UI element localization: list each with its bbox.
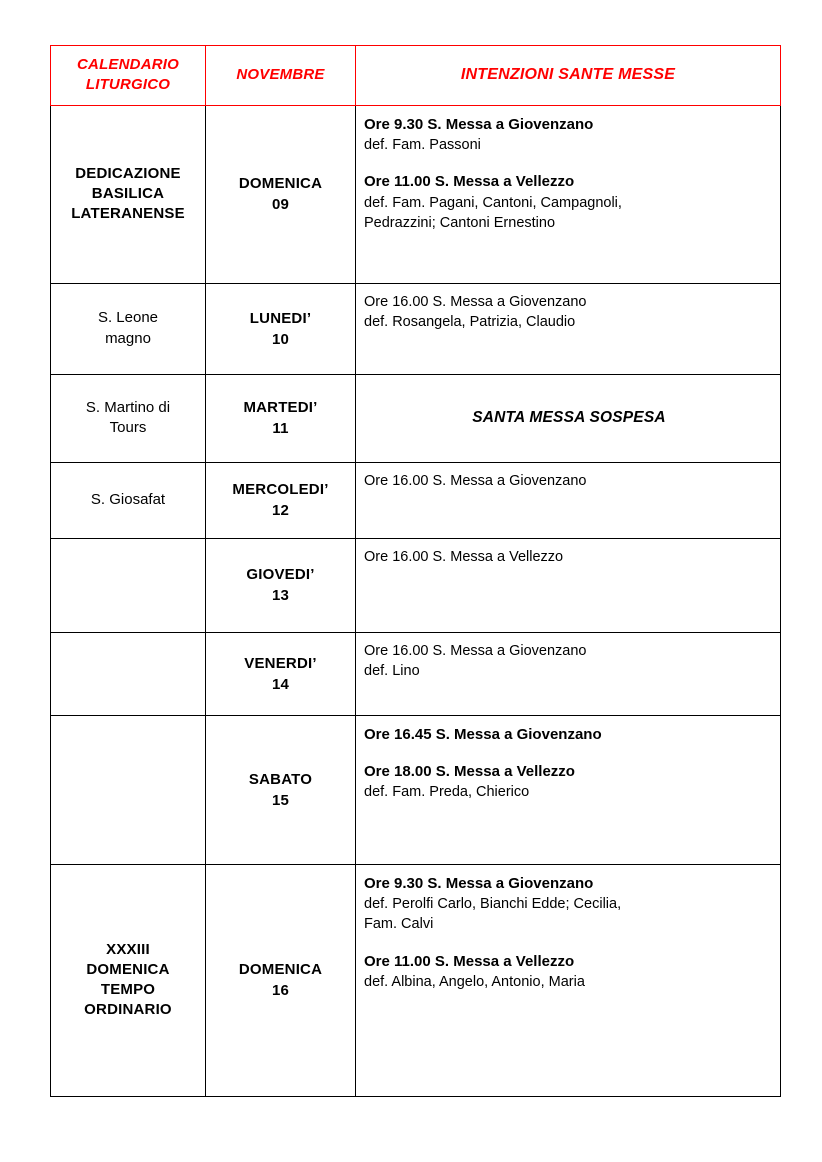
calendar-sheet — [50, 45, 780, 1097]
liturgico-line3: TEMPO — [100, 981, 156, 998]
table-row — [51, 632, 781, 715]
cell-intenzioni — [356, 105, 781, 283]
cell-intenzioni — [356, 462, 781, 538]
giorno-nome: SABATO — [248, 770, 313, 788]
table-row — [51, 715, 781, 864]
header-intenzioni-sante-messe: INTENZIONI SANTE MESSE — [356, 46, 781, 106]
table-row — [51, 864, 781, 1096]
intenzione-line: def. Fam. Pagani, Cantoni, Campagnoli, — [364, 194, 622, 211]
cell-liturgico — [51, 105, 206, 283]
cell-liturgico — [51, 715, 206, 864]
intenzioni-list — [364, 873, 774, 993]
cell-giorno — [206, 105, 356, 283]
liturgico-line1: XXXIII — [106, 940, 150, 958]
table-row — [51, 283, 781, 374]
intenzione-line: def. Fam. Passoni — [364, 136, 481, 153]
cell-liturgico — [51, 283, 206, 374]
intenzione-line: Ore 16.00 S. Messa a Giovenzano — [364, 293, 587, 310]
intenzione-line: Ore 9.30 S. Messa a Giovenzano — [364, 874, 594, 892]
cell-giorno — [206, 374, 356, 462]
cell-intenzioni — [356, 864, 781, 1096]
cell-intenzioni — [356, 538, 781, 632]
intenzioni-list — [364, 641, 774, 682]
intenzione-line: def. Perolfi Carlo, Bianchi Edde; Cecilia, — [364, 895, 622, 912]
giorno-nome: GIOVEDI’ — [246, 566, 315, 583]
liturgico-line4: ORDINARIO — [84, 1001, 172, 1019]
liturgico-line2: magno — [105, 329, 151, 347]
table-row — [51, 374, 781, 462]
table-row — [51, 538, 781, 632]
intenzione-line: Ore 16.00 S. Messa a Vellezzo — [364, 548, 564, 565]
cell-giorno — [206, 283, 356, 374]
giorno-nome: DOMENICA — [238, 961, 323, 978]
intenzione-line: Fam. Calvi — [364, 916, 434, 933]
giorno-numero: 11 — [272, 420, 289, 437]
liturgico-line1: S. Giosafat — [90, 490, 166, 508]
intenzione-line: Ore 18.00 S. Messa a Vellezzo — [364, 762, 575, 780]
table-row — [51, 105, 781, 283]
liturgico-line1: S. Martino di — [85, 398, 171, 416]
liturgico-line3: LATERANENSE — [71, 205, 185, 223]
cell-giorno — [206, 715, 356, 864]
header-novembre: NOVEMBRE — [206, 46, 356, 106]
giorno-nome: MARTEDI’ — [243, 399, 318, 416]
intenzione-line: def. Lino — [364, 663, 420, 680]
intenzione-line: def. Fam. Preda, Chierico — [364, 784, 530, 801]
intenzione-spacer — [364, 935, 774, 951]
cell-liturgico — [51, 374, 206, 462]
header-calendario-line1: CALENDARIO — [77, 56, 179, 73]
cell-liturgico — [51, 538, 206, 632]
intenzioni-list — [364, 114, 774, 234]
liturgico-line2: DOMENICA — [86, 960, 170, 978]
liturgico-line1 — [57, 673, 199, 674]
giorno-numero: 12 — [271, 502, 290, 519]
cell-intenzioni — [356, 283, 781, 374]
intenzioni-list — [364, 724, 774, 803]
giorno-numero: 15 — [271, 791, 290, 809]
liturgico-line1 — [57, 585, 199, 586]
cell-intenzioni — [356, 632, 781, 715]
giorno-numero: 14 — [271, 675, 290, 693]
cell-giorno — [206, 864, 356, 1096]
giorno-nome: MERCOLEDI’ — [232, 481, 329, 498]
giorno-numero: 16 — [271, 982, 290, 999]
cell-liturgico — [51, 632, 206, 715]
mass-schedule-table — [50, 45, 781, 1097]
intenzione-spacer — [364, 155, 774, 171]
header-calendario-line2: LITURGICO — [85, 76, 171, 94]
intenzione-line: Ore 16.00 S. Messa a Giovenzano — [364, 642, 587, 659]
giorno-nome: VENERDI’ — [244, 654, 317, 672]
table-row — [51, 462, 781, 538]
liturgico-line2: BASILICA — [91, 184, 165, 202]
intenzione-line: def. Albina, Angelo, Antonio, Maria — [364, 974, 585, 991]
intenzione-line: Pedrazzini; Cantoni Ernestino — [364, 215, 556, 232]
intenzioni-list — [364, 471, 774, 492]
cell-liturgico — [51, 462, 206, 538]
intenzione-spacer — [364, 745, 774, 761]
liturgico-line1: S. Leone — [97, 309, 159, 327]
cell-giorno — [206, 632, 356, 715]
liturgico-line1 — [57, 789, 199, 790]
cell-intenzioni — [356, 715, 781, 864]
intenzioni-list — [364, 292, 774, 333]
intenzione-line: Ore 16.45 S. Messa a Giovenzano — [364, 725, 602, 743]
intenzione-line: Ore 16.00 S. Messa a Giovenzano — [364, 472, 587, 489]
liturgico-line2: Tours — [109, 419, 147, 436]
intenzione-line: def. Rosangela, Patrizia, Claudio — [364, 314, 576, 331]
cell-giorno — [206, 538, 356, 632]
giorno-nome: DOMENICA — [238, 175, 323, 192]
messa-sospesa-notice: SANTA MESSA SOSPESA — [472, 409, 666, 426]
header-row — [51, 46, 781, 106]
cell-liturgico — [51, 864, 206, 1096]
intenzione-line: Ore 9.30 S. Messa a Giovenzano — [364, 115, 594, 133]
intenzione-line: Ore 11.00 S. Messa a Vellezzo — [364, 952, 575, 970]
giorno-numero: 13 — [271, 587, 290, 604]
giorno-numero: 10 — [271, 330, 290, 348]
table-body — [51, 105, 781, 1096]
cell-giorno — [206, 462, 356, 538]
liturgico-line1: DEDICAZIONE — [75, 164, 181, 182]
header-calendario-liturgico — [51, 46, 206, 106]
intenzione-line: Ore 11.00 S. Messa a Vellezzo — [364, 173, 575, 191]
cell-intenzioni — [356, 374, 781, 462]
intenzioni-list — [364, 547, 774, 568]
giorno-numero: 09 — [271, 196, 290, 213]
giorno-nome: LUNEDI’ — [249, 309, 312, 327]
table-header — [51, 46, 781, 106]
